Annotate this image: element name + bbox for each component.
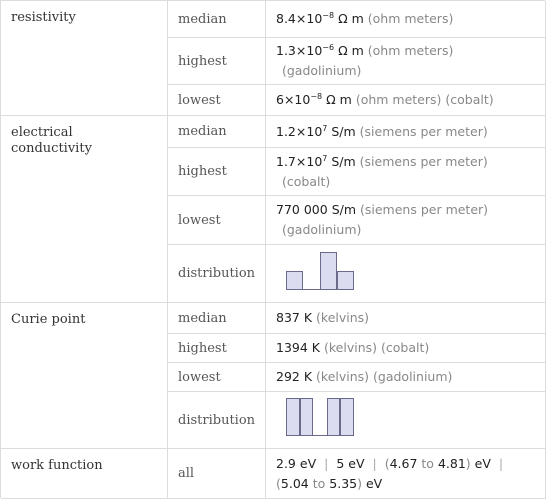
curie-hist-bar-2 [300, 398, 314, 436]
resistivity-lowest-value: $6\times 10^{-8}$ Ω m (ohm meters) (cobalt) [266, 85, 546, 116]
conductivity-distribution-cell [266, 245, 546, 303]
conductivity-lowest-value: 770 000 S/m (siemens per meter) (gadolinium) [266, 196, 546, 245]
curie-distribution-cell [266, 392, 546, 449]
curie-highest-label: highest [168, 334, 266, 363]
conductivity-distribution-label: distribution [168, 245, 266, 303]
conductivity-lowest-label: lowest [168, 196, 266, 245]
curie-hist-bar-5 [340, 398, 354, 436]
curie-hist-bar-4 [327, 398, 341, 436]
conductivity-distribution-histogram [276, 250, 356, 298]
conductivity-highest-label: highest [168, 148, 266, 196]
property-work-function: work function [1, 449, 168, 499]
conductivity-hist-bar-1 [286, 271, 303, 290]
conductivity-median-value: $1.2\times 10^7$ S/m (siemens per meter) [266, 116, 546, 148]
resistivity-median-label: median [168, 1, 266, 38]
resistivity-highest-value: $1.3\times 10^{-6}$ Ω m (ohm meters) (gadolinium) [266, 38, 546, 85]
curie-hist-baseline [286, 435, 354, 436]
conductivity-highest-value: $1.7\times 10^7$ S/m (siemens per meter) (cobalt) [266, 148, 546, 196]
curie-distribution-label: distribution [168, 392, 266, 449]
property-resistivity: resistivity [1, 1, 168, 116]
resistivity-median-value: $8.4\times 10^{-8}$ Ω m (ohm meters) [266, 1, 546, 38]
work-function-all-value: 2.9 eV | 5 eV | (4.67 to 4.81) eV | (5.04 to 5.35) eV [266, 449, 546, 499]
curie-lowest-value: 292 K (kelvins) (gadolinium) [266, 363, 546, 392]
resistivity-highest-label: highest [168, 38, 266, 85]
conductivity-median-label: median [168, 116, 266, 148]
property-curie-point: Curie point [1, 303, 168, 449]
curie-hist-bar-1 [286, 398, 300, 436]
conductivity-hist-bar-3 [320, 252, 337, 290]
curie-distribution-histogram [276, 396, 356, 444]
curie-lowest-label: lowest [168, 363, 266, 392]
work-function-all-label: all [168, 449, 266, 499]
curie-median-value: 837 K (kelvins) [266, 303, 546, 334]
conductivity-hist-bar-4 [337, 271, 354, 290]
property-electrical-conductivity: electrical conductivity [1, 116, 168, 303]
resistivity-lowest-label: lowest [168, 85, 266, 116]
curie-highest-value: 1394 K (kelvins) (cobalt) [266, 334, 546, 363]
conductivity-hist-baseline [286, 289, 354, 290]
curie-median-label: median [168, 303, 266, 334]
